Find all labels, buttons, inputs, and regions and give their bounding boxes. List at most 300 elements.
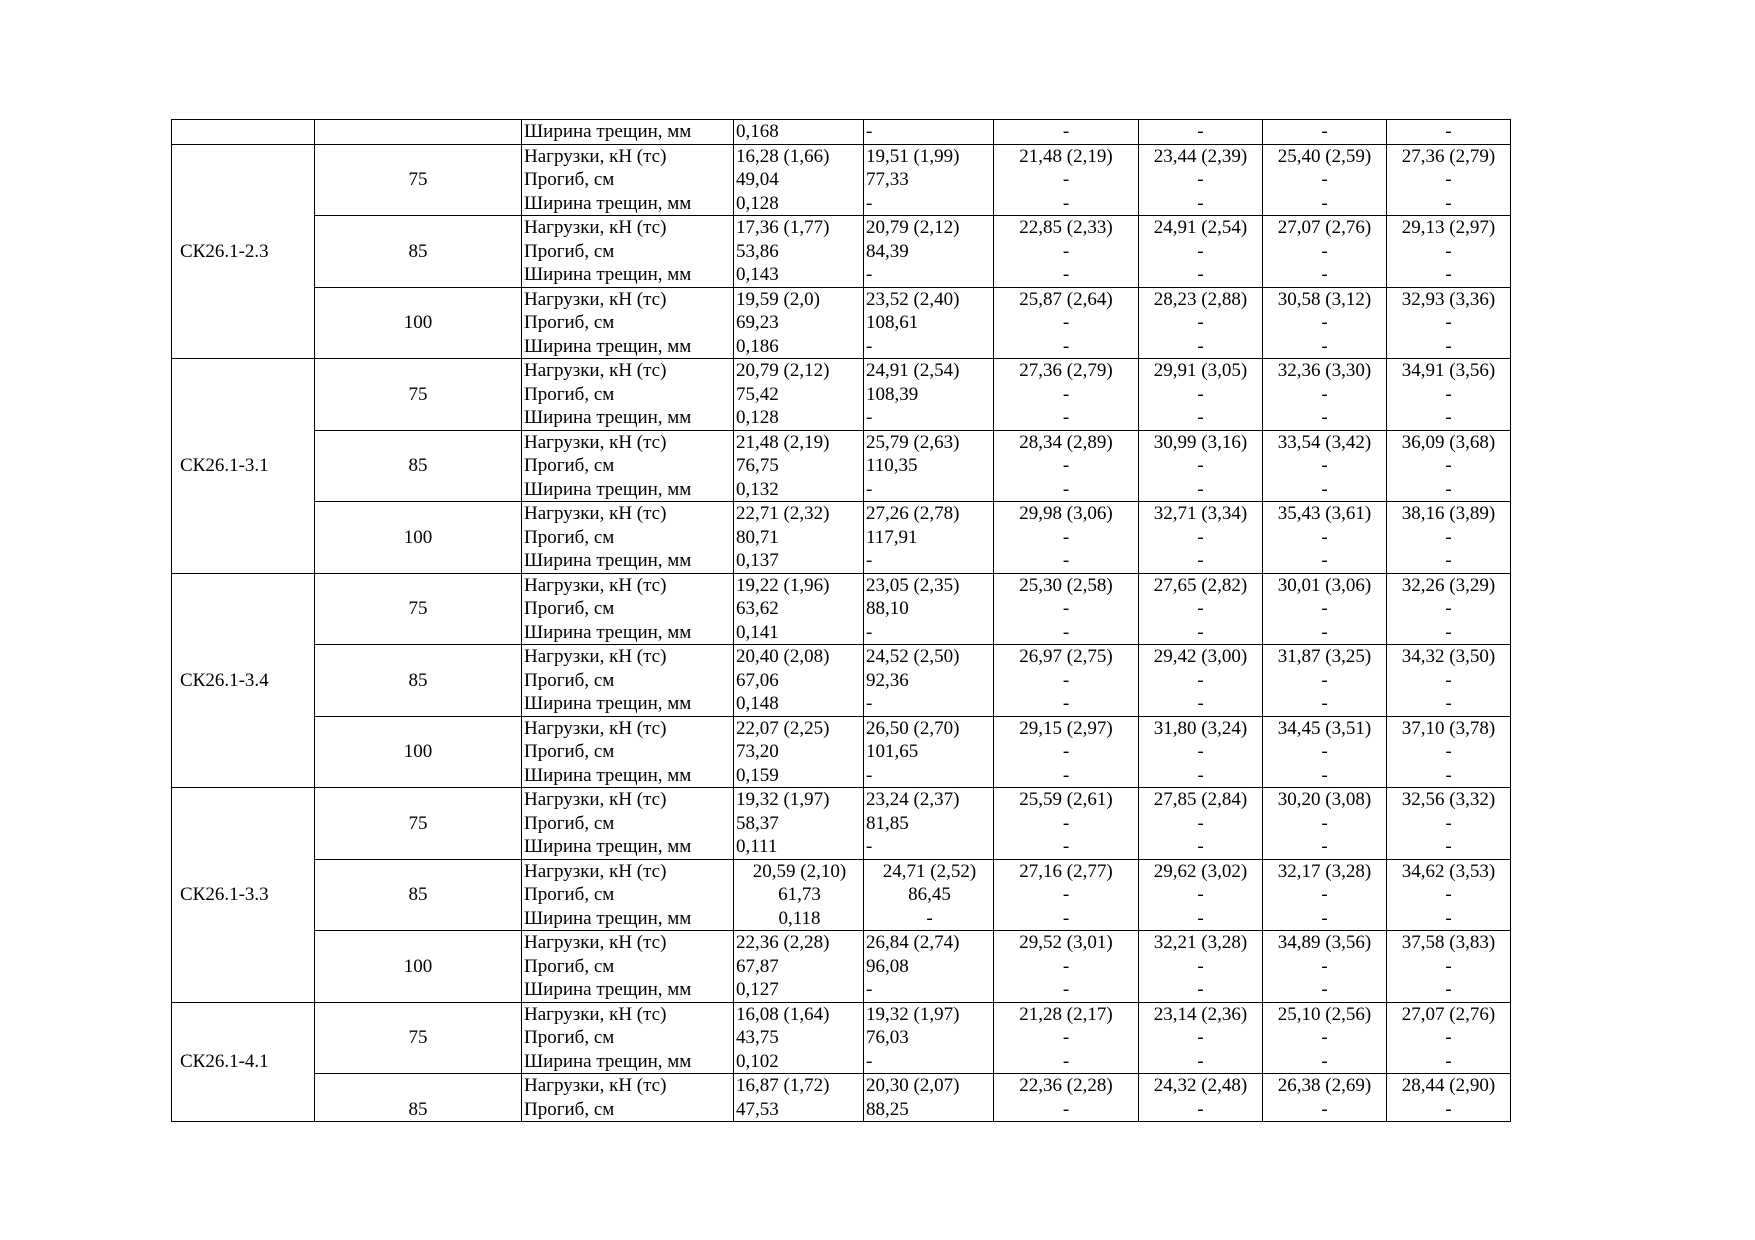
thickness-cell: [315, 716, 522, 788]
param-cell: [522, 144, 734, 216]
table-row: [172, 1074, 1511, 1122]
thickness-value: 100: [403, 526, 433, 548]
load-value: 16,87 (1,72): [736, 1075, 830, 1096]
crack-width-value: 0,159: [736, 764, 779, 786]
value-cell: [864, 931, 994, 1003]
load-value: 32,56 (3,32): [1401, 789, 1496, 810]
thickness-value: 85: [408, 669, 428, 691]
value-cell: [1139, 502, 1263, 574]
value-cell: [1139, 859, 1263, 931]
value-cell: [994, 287, 1139, 359]
crack-width-value: -: [1197, 264, 1204, 285]
table-row: [172, 716, 1511, 788]
param-cell: [522, 788, 734, 860]
load-value: 22,36 (2,28): [1019, 1075, 1113, 1096]
param-label: Нагрузки, кН (тс): [524, 288, 667, 310]
value-cell: [734, 144, 864, 216]
table-row: [172, 788, 1511, 860]
crack-width-value: 0,127: [736, 979, 779, 1000]
deflection-value: -: [1321, 884, 1328, 905]
deflection-value: -: [1321, 383, 1328, 405]
load-value: 27,36 (2,79): [1401, 145, 1496, 167]
crack-width-value: -: [1197, 1050, 1204, 1072]
load-value: 19,32 (1,97): [736, 789, 830, 810]
deflection-value: 73,20: [736, 741, 779, 762]
crack-width-value: -: [1445, 836, 1452, 857]
load-value: 28,34 (2,89): [1019, 431, 1113, 453]
load-value: 21,48 (2,19): [736, 431, 830, 453]
deflection-value: -: [1445, 669, 1452, 691]
crack-width-value: -: [1445, 264, 1452, 285]
deflection-value: -: [1062, 669, 1070, 691]
product-mark-cell: [172, 359, 315, 574]
load-value: 16,28 (1,66): [736, 145, 830, 167]
deflection-value: 88,25: [866, 1098, 909, 1120]
deflection-value: -: [1321, 1098, 1328, 1120]
load-value: 32,17 (3,28): [1277, 860, 1372, 882]
param-cell: [522, 430, 734, 502]
product-mark-cell: [172, 144, 315, 359]
deflection-value: 76,03: [866, 1027, 909, 1048]
value-cell: [1387, 502, 1511, 574]
param-label: Нагрузки, кН (тс): [524, 860, 667, 882]
crack-width-value: -: [1197, 407, 1204, 428]
deflection-value: -: [1445, 598, 1452, 619]
deflection-value: -: [1445, 169, 1452, 190]
param-label: Ширина трещин, мм: [524, 979, 692, 1000]
crack-width-value: -: [1445, 192, 1452, 214]
table-row: [172, 502, 1511, 574]
crack-width-value: -: [866, 550, 873, 571]
deflection-value: -: [1197, 955, 1204, 977]
crack-width-value: -: [1321, 407, 1328, 428]
value-cell: [864, 216, 994, 288]
crack-width-value: -: [1321, 1050, 1328, 1072]
value-cell: [1139, 287, 1263, 359]
crack-width-value: -: [866, 836, 873, 857]
param-label: Прогиб, см: [524, 383, 615, 405]
deflection-value: -: [1197, 1098, 1204, 1120]
load-value: 16,08 (1,64): [736, 1003, 830, 1025]
value-cell: [864, 859, 994, 931]
load-value: 21,28 (2,17): [1019, 1003, 1113, 1025]
value-cell: [1387, 788, 1511, 860]
value-cell: [1387, 645, 1511, 717]
deflection-value: -: [1197, 383, 1204, 405]
deflection-value: -: [1197, 240, 1204, 262]
thickness-value: 85: [408, 240, 428, 262]
value-cell: [734, 716, 864, 788]
crack-width-value: -: [1062, 1050, 1070, 1072]
param-label: Ширина трещин, мм: [524, 407, 692, 428]
param-label: Нагрузки, кН (тс): [524, 217, 667, 238]
value-cell: [864, 1074, 994, 1122]
param-label: Ширина трещин, мм: [524, 478, 692, 500]
crack-width-value: 0,186: [736, 335, 779, 357]
crack-width-value: -: [1197, 836, 1204, 857]
crack-width-value: -: [1321, 836, 1328, 857]
load-value: 25,40 (2,59): [1277, 145, 1372, 167]
load-value: 26,50 (2,70): [866, 717, 960, 739]
value-cell: [1263, 931, 1387, 1003]
load-value: 32,36 (3,30): [1277, 360, 1372, 381]
thickness-cell: [315, 573, 522, 645]
value-cell: [994, 1074, 1139, 1122]
value-cell: [1387, 859, 1511, 931]
value-cell: [994, 359, 1139, 431]
crack-width-value: -: [1445, 407, 1452, 428]
thickness-value: 75: [408, 383, 428, 405]
load-value: 19,32 (1,97): [866, 1003, 960, 1025]
param-cell: [522, 1002, 734, 1074]
deflection-value: -: [1062, 598, 1070, 619]
value-text: -: [1445, 121, 1452, 142]
param-cell: [522, 573, 734, 645]
param-cell: [522, 216, 734, 288]
crack-width-value: -: [1445, 550, 1452, 571]
param-label: Нагрузки, кН (тс): [524, 717, 667, 739]
deflection-value: -: [1062, 455, 1070, 476]
table-row: [172, 931, 1511, 1003]
product-mark: СК26.1-2.3: [180, 240, 269, 262]
deflection-value: 108,39: [866, 383, 919, 405]
param-cell: [522, 645, 734, 717]
value-text: -: [1062, 121, 1070, 142]
deflection-value: -: [1197, 1027, 1204, 1048]
param-label: Ширина трещин, мм: [524, 693, 692, 714]
value-cell: [994, 645, 1139, 717]
crack-width-value: -: [1321, 550, 1328, 571]
param-cell: [522, 120, 734, 145]
load-value: 24,52 (2,50): [866, 646, 960, 667]
deflection-value: -: [1321, 312, 1328, 333]
value-cell: [1387, 931, 1511, 1003]
load-value: 21,48 (2,19): [1019, 145, 1113, 167]
load-value: 27,07 (2,76): [1401, 1003, 1496, 1025]
deflection-value: -: [1445, 955, 1452, 977]
thickness-value: 75: [408, 169, 428, 190]
crack-width-value: -: [1062, 550, 1070, 571]
param-label: Прогиб, см: [524, 812, 615, 834]
load-value: 25,10 (2,56): [1277, 1003, 1372, 1025]
table-row: [172, 859, 1511, 931]
deflection-value: -: [1197, 884, 1204, 905]
param-label: Нагрузки, кН (тс): [524, 431, 667, 453]
product-mark-cell: [172, 788, 315, 1003]
deflection-value: 63,62: [736, 598, 779, 619]
value-cell: [1139, 1002, 1263, 1074]
deflection-value: -: [1321, 526, 1328, 548]
value-cell: [1387, 144, 1511, 216]
value-cell: [1387, 120, 1511, 145]
value-cell: [994, 859, 1139, 931]
value-cell: [1263, 287, 1387, 359]
value-cell: [864, 788, 994, 860]
value-cell: [734, 359, 864, 431]
table-row: [172, 216, 1511, 288]
thickness-cell: [315, 287, 522, 359]
crack-width-value: -: [1197, 478, 1204, 500]
deflection-value: -: [1321, 669, 1328, 691]
load-value: 25,79 (2,63): [866, 431, 960, 453]
param-label: Ширина трещин, мм: [524, 335, 692, 357]
load-value: 25,59 (2,61): [1019, 789, 1113, 810]
deflection-value: 86,45: [908, 884, 951, 905]
value-cell: [1139, 645, 1263, 717]
deflection-value: -: [1321, 455, 1328, 476]
load-value: 28,23 (2,88): [1153, 288, 1248, 310]
value-cell: [1387, 430, 1511, 502]
crack-width-value: -: [866, 979, 873, 1000]
load-value: 34,89 (3,56): [1277, 932, 1372, 953]
param-cell: [522, 931, 734, 1003]
crack-width-value: 0,128: [736, 192, 779, 214]
crack-width-value: 0,148: [736, 693, 779, 714]
thickness-value: 100: [403, 955, 433, 977]
table-row: [172, 573, 1511, 645]
load-value: 37,58 (3,83): [1401, 932, 1496, 953]
thickness-value: 85: [408, 884, 428, 905]
crack-width-value: -: [1062, 192, 1070, 214]
deflection-value: 67,87: [736, 955, 779, 977]
load-value: 30,20 (3,08): [1277, 789, 1372, 810]
crack-width-value: -: [866, 478, 873, 500]
deflection-value: 108,61: [866, 312, 919, 333]
value-cell: [1139, 216, 1263, 288]
deflection-value: -: [1445, 383, 1452, 405]
value-cell: [994, 502, 1139, 574]
load-value: 27,36 (2,79): [1019, 360, 1113, 381]
value-cell: [734, 931, 864, 1003]
value-cell: [1263, 216, 1387, 288]
crack-width-value: -: [1197, 621, 1204, 643]
deflection-value: 77,33: [866, 169, 909, 190]
crack-width-value: -: [1445, 907, 1452, 929]
thickness-cell: [315, 645, 522, 717]
value-text: -: [866, 121, 873, 142]
param-label: Прогиб, см: [524, 884, 615, 905]
deflection-value: -: [1321, 169, 1328, 190]
value-cell: [994, 788, 1139, 860]
param-label: Нагрузки, кН (тс): [524, 789, 667, 810]
load-value: 19,51 (1,99): [866, 145, 960, 167]
value-cell: [864, 359, 994, 431]
value-cell: [864, 716, 994, 788]
load-value: 20,40 (2,08): [736, 646, 830, 667]
deflection-value: -: [1445, 741, 1452, 762]
crack-width-value: -: [1062, 979, 1070, 1000]
deflection-value: -: [1445, 1027, 1452, 1048]
deflection-value: 53,86: [736, 240, 779, 262]
value-cell: [1263, 120, 1387, 145]
load-value: 20,79 (2,12): [866, 217, 960, 238]
value-cell: [1263, 573, 1387, 645]
deflection-value: -: [1062, 955, 1070, 977]
thickness-value: 85: [408, 1098, 428, 1120]
load-value: 23,05 (2,35): [866, 574, 960, 596]
crack-width-value: 0,141: [736, 621, 779, 643]
crack-width-value: -: [1321, 979, 1328, 1000]
deflection-value: -: [1197, 526, 1204, 548]
product-mark-cell: [172, 1002, 315, 1122]
load-value: 30,58 (3,12): [1277, 288, 1372, 310]
param-label: Нагрузки, кН (тс): [524, 646, 667, 667]
load-value: 19,22 (1,96): [736, 574, 830, 596]
crack-width-value: -: [1321, 621, 1328, 643]
load-value: 26,38 (2,69): [1277, 1075, 1372, 1096]
deflection-value: -: [1321, 598, 1328, 619]
value-cell: [864, 287, 994, 359]
thickness-cell-empty: [315, 120, 522, 145]
load-value: 25,87 (2,64): [1019, 288, 1113, 310]
load-value: 20,79 (2,12): [736, 360, 830, 381]
param-label: Нагрузки, кН (тс): [524, 145, 667, 167]
value-cell: [1263, 645, 1387, 717]
table-row: [172, 1002, 1511, 1074]
crack-width-value: -: [866, 192, 873, 214]
deflection-value: -: [1062, 312, 1070, 333]
crack-width-value: -: [1062, 264, 1070, 285]
deflection-value: 117,91: [866, 526, 918, 548]
value-cell: [1263, 1002, 1387, 1074]
value-cell: [994, 144, 1139, 216]
crack-width-value: 0,143: [736, 264, 779, 285]
product-mark: СК26.1-3.3: [180, 884, 269, 905]
value-cell: [1387, 716, 1511, 788]
thickness-cell: [315, 788, 522, 860]
table-row: [172, 430, 1511, 502]
product-mark: СК26.1-4.1: [180, 1051, 269, 1072]
product-mark-cell: [172, 573, 315, 788]
param-label: Нагрузки, кН (тс): [524, 574, 667, 596]
param-label: Прогиб, см: [524, 955, 615, 977]
deflection-value: -: [1321, 1027, 1328, 1048]
param-label: Прогиб, см: [524, 1027, 615, 1048]
value-cell: [1263, 788, 1387, 860]
param-cell: [522, 287, 734, 359]
load-value: 20,30 (2,07): [866, 1075, 960, 1096]
crack-width-value: -: [1062, 335, 1070, 357]
param-cell: [522, 359, 734, 431]
load-value: 24,91 (2,54): [1153, 217, 1248, 238]
thickness-cell: [315, 859, 522, 931]
crack-width-value: -: [1321, 907, 1328, 929]
crack-width-value: -: [866, 764, 873, 786]
deflection-value: 43,75: [736, 1027, 779, 1048]
deflection-value: -: [1321, 741, 1328, 762]
value-cell: [1387, 287, 1511, 359]
deflection-value: -: [1062, 884, 1070, 905]
load-value: 31,87 (3,25): [1277, 646, 1372, 667]
value-cell: [1139, 120, 1263, 145]
deflection-value: 69,23: [736, 312, 779, 333]
deflection-value: -: [1197, 169, 1204, 190]
crack-width-value: 0,111: [736, 836, 778, 857]
crack-width-value: -: [1321, 764, 1328, 786]
deflection-value: 96,08: [866, 955, 909, 977]
param-label: Прогиб, см: [524, 598, 615, 619]
value-cell: [1387, 359, 1511, 431]
load-value: 32,71 (3,34): [1153, 503, 1248, 524]
crack-width-value: -: [1062, 621, 1070, 643]
deflection-value: 75,42: [736, 383, 779, 405]
deflection-value: 88,10: [866, 598, 909, 619]
value-cell: [994, 120, 1139, 145]
crack-width-value: 0,118: [778, 907, 821, 929]
load-value: 27,65 (2,82): [1153, 574, 1248, 596]
value-cell: [1139, 144, 1263, 216]
deflection-value: -: [1445, 1098, 1452, 1120]
param-label: Ширина трещин, мм: [524, 621, 692, 643]
crack-width-value: -: [1062, 478, 1070, 500]
value-cell: [1139, 359, 1263, 431]
deflection-value: -: [1445, 526, 1452, 548]
load-value: 23,24 (2,37): [866, 789, 960, 810]
param-label: Прогиб, см: [524, 169, 615, 190]
crack-width-value: -: [1197, 764, 1204, 786]
value-cell: [864, 502, 994, 574]
load-value: 25,30 (2,58): [1019, 574, 1113, 596]
load-value: 29,13 (2,97): [1401, 217, 1496, 238]
param-cell: [522, 1074, 734, 1122]
table-body: [172, 120, 1511, 1122]
mark-cell-empty: [172, 120, 315, 145]
deflection-value: 61,73: [778, 884, 821, 905]
value-cell: [1263, 144, 1387, 216]
value-cell: [734, 573, 864, 645]
load-value: 27,16 (2,77): [1019, 860, 1113, 882]
load-value: 26,97 (2,75): [1019, 646, 1113, 667]
load-value: 24,91 (2,54): [866, 360, 960, 381]
table-row: [172, 645, 1511, 717]
load-value: 27,07 (2,76): [1277, 217, 1372, 238]
value-cell: [864, 144, 994, 216]
crack-width-value: -: [1445, 693, 1452, 714]
load-value: 37,10 (3,78): [1401, 717, 1496, 739]
deflection-value: -: [1197, 812, 1204, 834]
load-value: 26,84 (2,74): [866, 932, 960, 953]
value-cell: [1387, 1074, 1511, 1122]
param-label: Прогиб, см: [524, 240, 615, 262]
crack-width-value: -: [1445, 764, 1452, 786]
crack-width-value: 0,137: [736, 550, 779, 571]
crack-width-value: -: [1445, 1050, 1452, 1072]
deflection-value: -: [1197, 455, 1204, 476]
crack-width-value: -: [866, 407, 873, 428]
param-label: Ширина трещин, мм: [524, 907, 692, 929]
load-value: 31,80 (3,24): [1153, 717, 1248, 739]
deflection-value: 81,85: [866, 812, 909, 834]
table-row-continuation: [172, 120, 1511, 145]
thickness-value: 75: [408, 1027, 428, 1048]
value-cell: [734, 1074, 864, 1122]
crack-width-value: -: [866, 621, 873, 643]
deflection-value: 92,36: [866, 669, 909, 691]
crack-width-value: -: [1197, 550, 1204, 571]
value-cell: [734, 287, 864, 359]
value-cell: [864, 573, 994, 645]
value-cell: [1139, 788, 1263, 860]
deflection-value: -: [1197, 598, 1204, 619]
value-cell: [1263, 430, 1387, 502]
param-label: Ширина трещин, мм: [524, 264, 692, 285]
load-value: 32,26 (3,29): [1401, 574, 1496, 596]
value-cell: [994, 216, 1139, 288]
value-cell: [864, 430, 994, 502]
value-text: -: [1197, 121, 1204, 142]
deflection-value: 49,04: [736, 169, 779, 190]
value-cell: [994, 716, 1139, 788]
